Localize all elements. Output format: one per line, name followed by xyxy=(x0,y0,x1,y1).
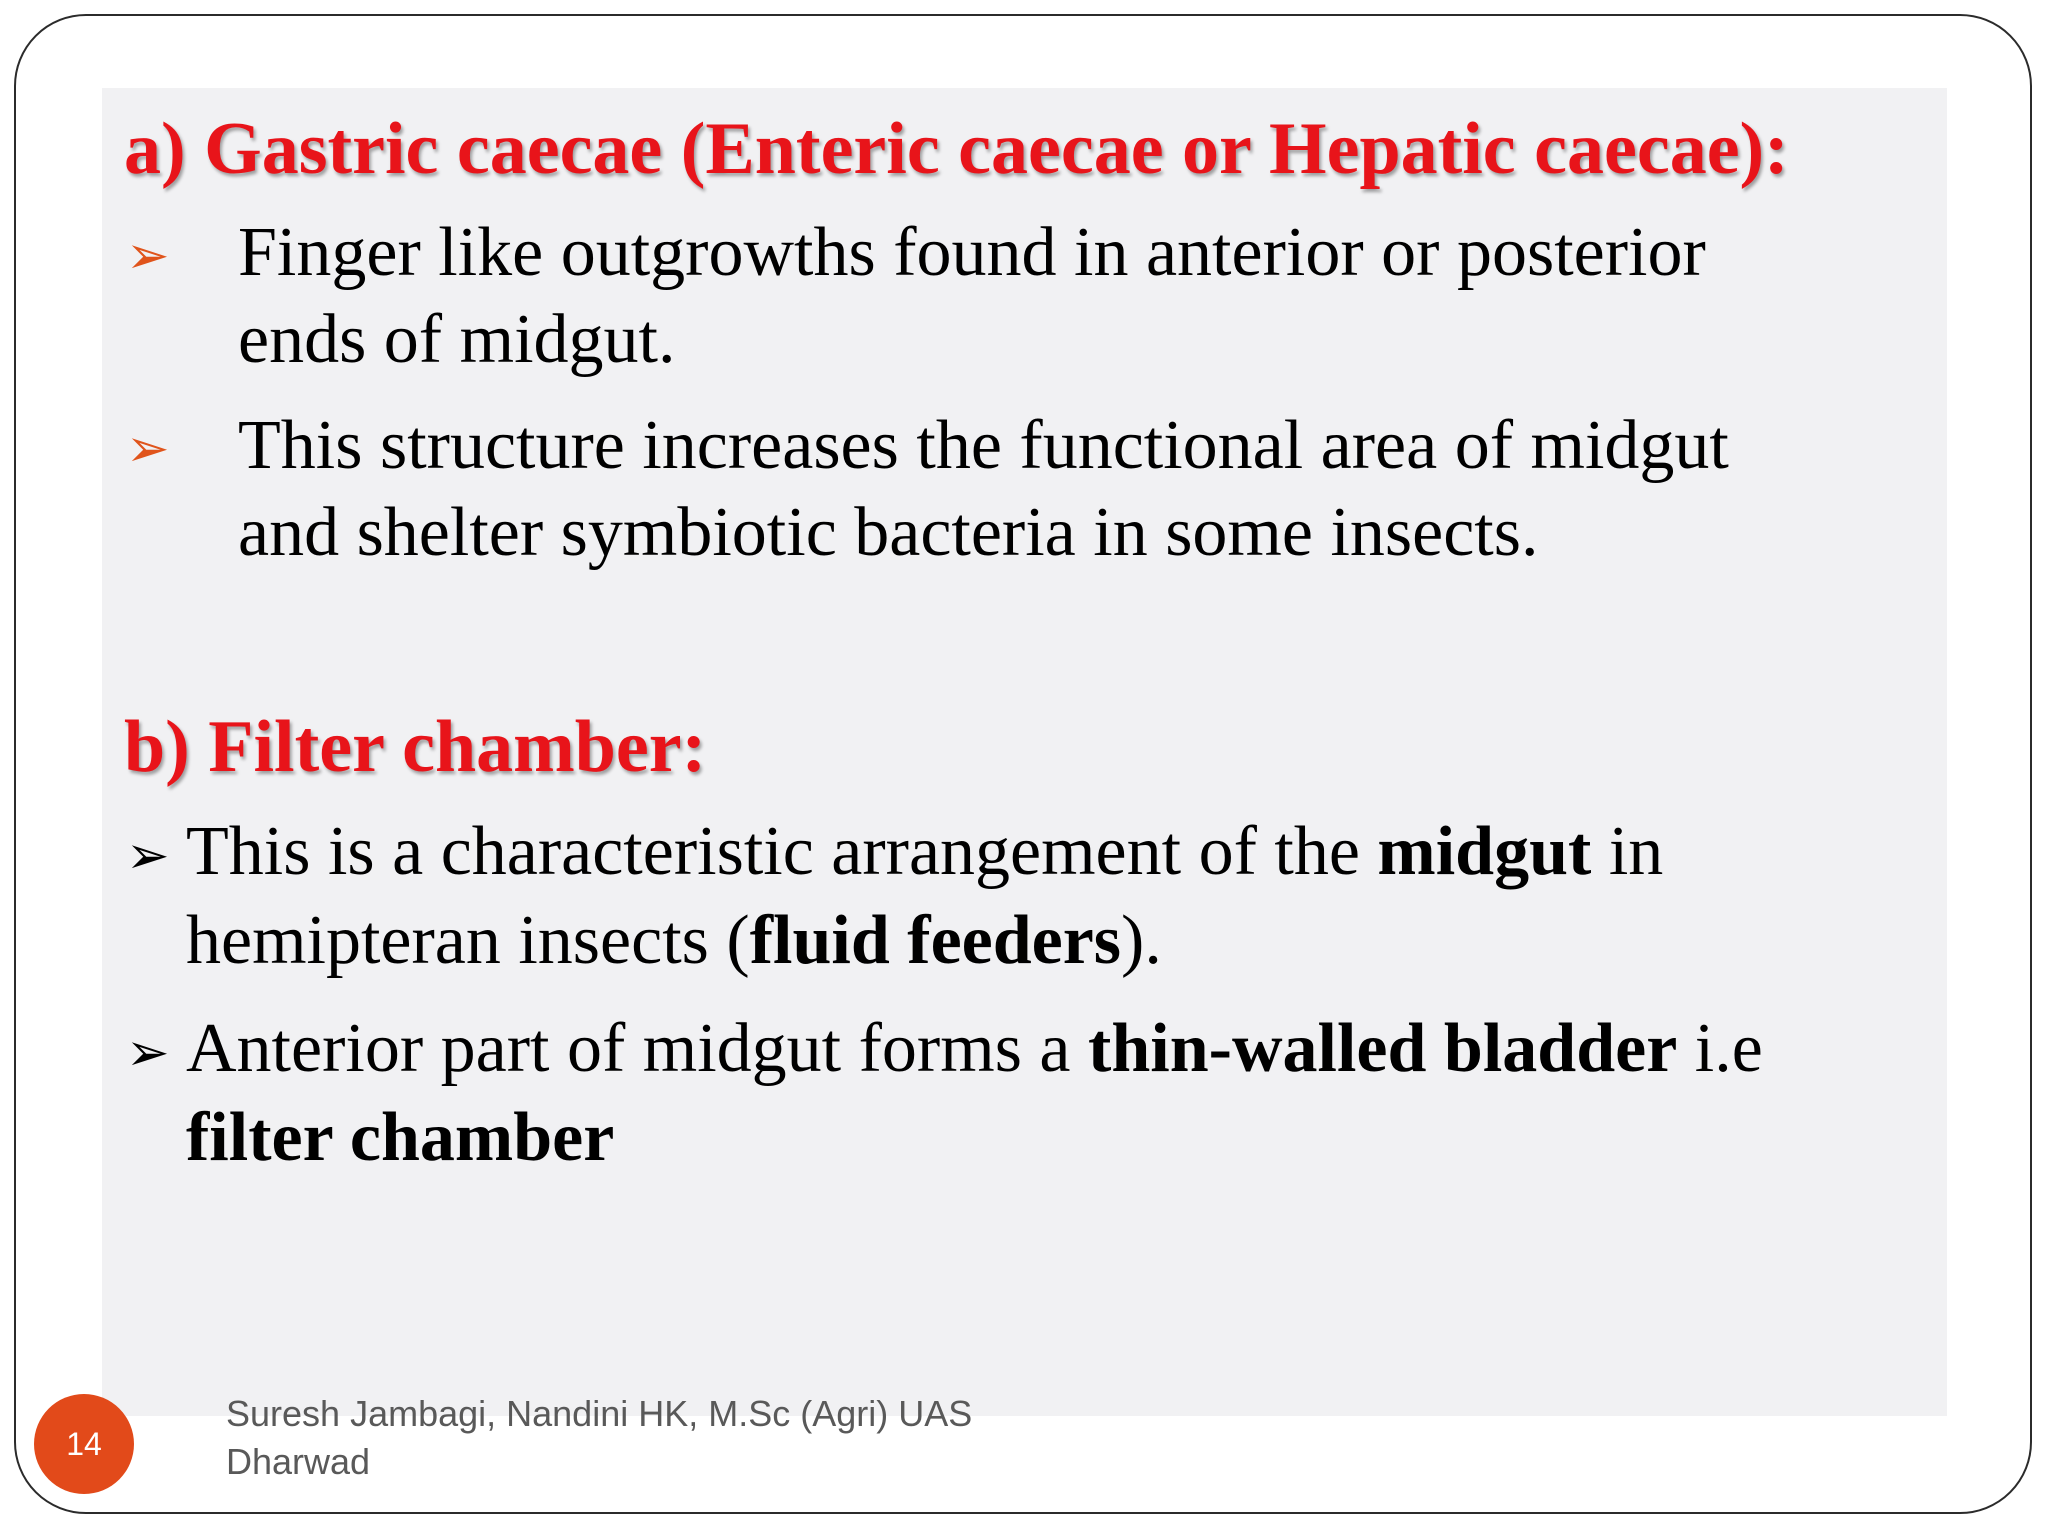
footer-credit-line2: Dharwad xyxy=(226,1441,371,1482)
bold-filter-chamber: filter chamber xyxy=(186,1099,615,1176)
heading-filter-chamber: b) Filter chamber: xyxy=(124,706,707,788)
bullet-a2-line1: This structure increases the functional area of midgut xyxy=(238,407,1729,484)
bullet-b1-line2 xyxy=(186,902,1162,979)
arrowhead-bullet-icon: ➢ xyxy=(126,226,170,286)
arrowhead-bullet-icon: ➢ xyxy=(126,826,170,886)
heading-gastric-caecae: a) Gastric caecae (Enteric caecae or Hepatic caecae): xyxy=(124,108,1789,190)
bullet-b1-line2-end: ). xyxy=(1121,902,1162,979)
bullet-b2-line1 xyxy=(186,1010,1763,1087)
bullet-b2-line2 xyxy=(186,1099,615,1176)
bullet-b1-line1 xyxy=(186,813,1664,890)
arrowhead-bullet-icon: ➢ xyxy=(126,419,170,479)
page-number-badge: 14 xyxy=(34,1394,134,1494)
footer-credit-line1: Suresh Jambagi, Nandini HK, M.Sc (Agri) UAS xyxy=(226,1393,973,1434)
footer-credit xyxy=(226,1390,1126,1486)
bullet-b1-text: This is a characteristic arrangement of the xyxy=(186,813,1378,890)
bold-midgut: midgut xyxy=(1377,813,1592,890)
bold-fluid-feeders: fluid feeders xyxy=(749,902,1122,979)
bold-thin-walled-bladder: thin-walled bladder xyxy=(1088,1010,1678,1087)
bullet-a1-line1: Finger like outgrowths found in anterior or posterior xyxy=(238,214,1706,291)
bullet-b2-text: Anterior part of midgut forms a xyxy=(186,1010,1089,1087)
arrowhead-bullet-icon: ➢ xyxy=(126,1023,170,1083)
bullet-a1-line2: ends of midgut. xyxy=(238,301,676,378)
bullet-b1-line2-text: hemipteran insects ( xyxy=(186,902,750,979)
bullet-b1-text-end: in xyxy=(1591,813,1664,890)
bullet-a2-line2: and shelter symbiotic bacteria in some insects. xyxy=(238,494,1539,571)
bullet-b2-text-end: i.e xyxy=(1677,1010,1763,1087)
